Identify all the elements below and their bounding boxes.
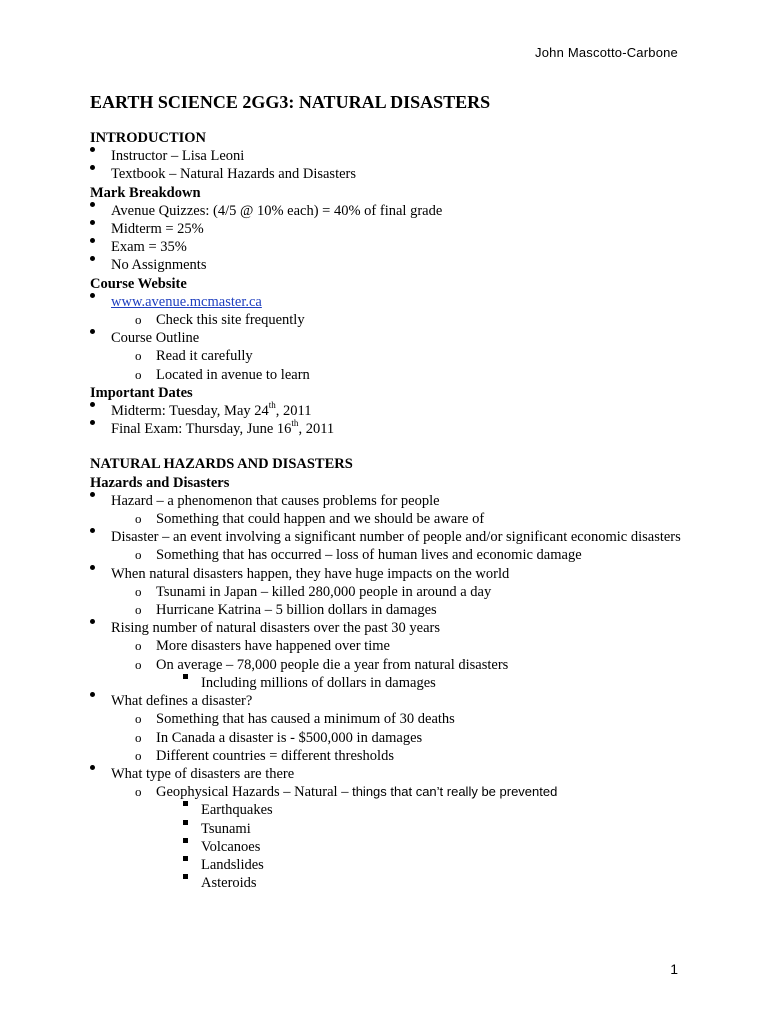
list-item <box>90 765 690 783</box>
bullet-icon <box>90 202 95 207</box>
list-item <box>90 601 690 619</box>
page-number: 1 <box>670 961 678 977</box>
rising-item: Rising number of natural disasters over the past 30 years <box>111 620 440 637</box>
impacts-item: When natural disasters happen, they have huge impacts on the world <box>111 565 510 582</box>
defines-item: What defines a disaster? <box>111 693 253 710</box>
defines-subitem: In Canada a disaster is - $500,000 in damages <box>156 729 423 746</box>
mark-item: Avenue Quizzes: (4/5 @ 10% each) = 40% of final grade <box>111 202 443 219</box>
geophysical-item: Geophysical Hazards – Natural – things that can’t really be prevented <box>156 784 558 801</box>
list-item <box>90 856 690 874</box>
section-heading-important-dates: Important Dates <box>90 384 193 401</box>
circle-bullet-icon: o <box>135 312 142 328</box>
circle-bullet-icon: o <box>135 747 142 763</box>
circle-bullet-icon: o <box>135 511 142 527</box>
bullet-icon <box>90 765 95 770</box>
list-item <box>90 329 690 347</box>
defines-subitem: Something that has caused a minimum of 30 deaths <box>156 711 455 728</box>
circle-bullet-icon: o <box>135 602 142 618</box>
circle-bullet-icon: o <box>135 348 142 364</box>
rising-subitem: On average – 78,000 people die a year from natural disasters <box>156 656 509 673</box>
disaster-subitem: Something that has occurred – loss of human lives and economic damage <box>156 547 582 564</box>
circle-bullet-icon: o <box>135 366 142 382</box>
course-website-link[interactable]: www.avenue.mcmaster.ca <box>111 293 262 310</box>
mark-item: No Assignments <box>111 257 207 274</box>
bullet-icon <box>90 293 95 298</box>
list-item <box>90 202 690 220</box>
outline-subitem: Read it carefully <box>156 348 253 365</box>
document-title: EARTH SCIENCE 2GG3: NATURAL DISASTERS <box>90 92 491 112</box>
defines-subitem: Different countries = different thresholds <box>156 747 394 764</box>
list-item <box>90 801 690 819</box>
types-item: What type of disasters are there <box>111 765 295 782</box>
square-bullet-icon <box>183 674 188 679</box>
circle-bullet-icon: o <box>135 656 142 672</box>
intro-instructor: Instructor – Lisa Leoni <box>111 148 245 165</box>
list-item <box>90 492 690 510</box>
square-bullet-icon <box>183 874 188 879</box>
section-heading-introduction: INTRODUCTION <box>90 130 207 146</box>
list-item <box>90 565 690 583</box>
section-heading-natural-hazards: NATURAL HAZARDS AND DISASTERS <box>90 456 353 473</box>
list-item <box>90 256 690 274</box>
list-item <box>90 366 690 384</box>
rising-subsubitem: Including millions of dollars in damages <box>201 674 436 691</box>
circle-bullet-icon: o <box>135 638 142 654</box>
website-subitem: Check this site frequently <box>156 312 305 329</box>
list-item <box>90 147 690 165</box>
mark-breakdown-list <box>90 202 690 275</box>
list-item <box>90 165 690 183</box>
hazard-subitem: Something that could happen and we should be aware of <box>156 511 485 528</box>
geophysical-subitem: Volcanoes <box>201 838 261 855</box>
list-item <box>90 583 690 601</box>
document-body <box>90 129 690 892</box>
list-item <box>90 238 690 256</box>
circle-bullet-icon: o <box>135 583 142 599</box>
final-exam-date: Final Exam: Thursday, June 16th, 2011 <box>111 418 335 438</box>
list-item <box>90 692 690 710</box>
list-item <box>90 710 690 728</box>
section-heading-course-website: Course Website <box>90 275 187 292</box>
list-item <box>90 637 690 655</box>
geophysical-subitem: Tsunami <box>201 820 251 837</box>
list-item <box>90 293 690 311</box>
geophysical-subitem: Landslides <box>201 856 264 873</box>
hazards-list <box>90 492 690 892</box>
list-item <box>90 619 690 637</box>
list-item <box>90 747 690 765</box>
important-dates-list <box>90 402 690 438</box>
disaster-definition: Disaster – an event involving a significant number of people and/or significant economic disasters <box>111 529 681 546</box>
list-item <box>90 420 690 438</box>
impacts-subitem: Hurricane Katrina – 5 billion dollars in damages <box>156 602 437 619</box>
geophysical-subitem: Asteroids <box>201 875 257 892</box>
list-item <box>90 528 690 546</box>
list-item <box>90 510 690 528</box>
midterm-date: Midterm: Tuesday, May 24th, 2011 <box>111 400 312 420</box>
square-bullet-icon <box>183 801 188 806</box>
rising-subitem: More disasters have happened over time <box>156 638 390 655</box>
list-item <box>90 838 690 856</box>
list-item <box>90 656 690 674</box>
intro-textbook: Textbook – Natural Hazards and Disasters <box>111 166 357 183</box>
list-item <box>90 311 690 329</box>
list-item <box>90 220 690 238</box>
list-item <box>90 674 690 692</box>
list-item <box>90 347 690 365</box>
hazard-definition: Hazard – a phenomenon that causes problems for people <box>111 492 440 509</box>
circle-bullet-icon: o <box>135 711 142 727</box>
geophysical-subitem: Earthquakes <box>201 802 273 819</box>
outline-subitem: Located in avenue to learn <box>156 366 310 383</box>
list-item <box>90 820 690 838</box>
mark-item: Exam = 35% <box>111 239 187 256</box>
list-item <box>90 729 690 747</box>
circle-bullet-icon: o <box>135 729 142 745</box>
circle-bullet-icon: o <box>135 547 142 563</box>
square-bullet-icon <box>183 820 188 825</box>
section-heading-mark-breakdown: Mark Breakdown <box>90 184 201 201</box>
intro-list <box>90 147 690 183</box>
impacts-subitem: Tsunami in Japan – killed 280,000 people in around a day <box>156 583 492 600</box>
list-item <box>90 874 690 892</box>
bullet-icon <box>90 492 95 497</box>
list-item <box>90 546 690 564</box>
square-bullet-icon <box>183 856 188 861</box>
bullet-icon <box>90 220 95 225</box>
list-item <box>90 783 690 801</box>
circle-bullet-icon: o <box>135 784 142 800</box>
header-author: John Mascotto-Carbone <box>535 45 678 60</box>
course-website-list <box>90 293 690 384</box>
mark-item: Midterm = 25% <box>111 221 204 238</box>
list-item <box>90 402 690 420</box>
bullet-icon <box>90 565 95 570</box>
section-heading-hazards-and-disasters: Hazards and Disasters <box>90 474 230 491</box>
square-bullet-icon <box>183 838 188 843</box>
course-outline-item: Course Outline <box>111 330 200 347</box>
